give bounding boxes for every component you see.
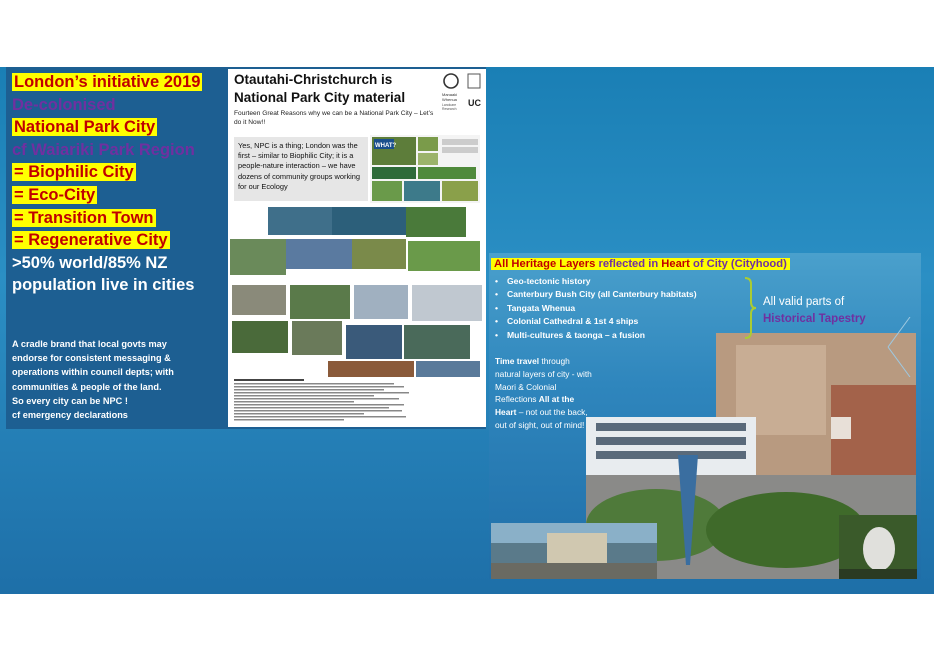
line-london: London’s initiative 2019 <box>14 73 201 91</box>
line-transition: = Transition Town <box>14 208 154 227</box>
brace-icon <box>743 276 757 340</box>
line-regenerative: = Regenerative City <box>14 231 168 250</box>
cradle-line: cf emergency declarations <box>12 410 128 421</box>
line-population-1: >50% world/85% NZ <box>12 253 168 272</box>
document-subtitle: Fourteen Great Reasons why we can be a National Park City – Let’s do it Now!! <box>234 110 434 126</box>
heritage-heading <box>491 258 790 270</box>
svg-text:Landcare: Landcare <box>442 103 457 107</box>
line-biophilic: = Biophilic City <box>14 163 134 182</box>
valid-parts-text <box>763 295 866 327</box>
line-ecocity: = Eco-City <box>14 185 96 204</box>
svg-text:Manaaki: Manaaki <box>442 92 458 97</box>
stone-sculpture-photo <box>839 515 917 579</box>
habitat-photo-collage <box>228 205 486 377</box>
document-title: Otautahi-Christchurch is National Park City material <box>234 72 406 105</box>
time-travel-text: Time travel through natural layers of city - with Maori & Colonial Reflections All at the Heart – not out the back, out of sight, out of mind! <box>495 356 592 430</box>
cradle-line: A cradle brand that local govts may <box>12 339 167 349</box>
heading-part-b: reflected in <box>595 258 662 270</box>
svg-text:Whenua: Whenua <box>442 97 457 102</box>
slide <box>0 67 934 594</box>
harbour-photo <box>491 523 657 579</box>
what-label: WHAT? <box>375 143 397 149</box>
cradle-line: communities & people of the land. <box>12 381 162 392</box>
left-panel <box>6 67 486 429</box>
list-item: • Colonial Cathedral & 1st 4 ships <box>495 316 639 327</box>
valid-line-2: Historical Tapestry <box>763 313 866 325</box>
line-population-2: population live in cities <box>12 276 195 295</box>
slide-decoration-icon <box>884 317 914 377</box>
yes-npc-box: Yes, NPC is a thing; London was the first – similar to Biophilic City; it is a people-nature interaction – we have dozens of community groups working for our Ecology <box>234 137 368 201</box>
initiative-list <box>12 71 224 297</box>
list-item: • Multi-cultures & taonga – a fusion <box>495 329 645 340</box>
cradle-line: endorse for consistent messaging & <box>12 353 171 364</box>
footnote-lines <box>234 379 480 425</box>
heading-part-d: of City (Cityhood) <box>689 258 787 270</box>
line-decolonised: De-colonised <box>12 95 116 114</box>
what-collage-image <box>370 135 480 203</box>
cradle-line: So every city can be NPC ! <box>12 395 128 406</box>
document-footnotes <box>234 379 480 426</box>
heading-part-a: All Heritage Layers <box>494 258 596 270</box>
line-npc: National Park City <box>14 118 156 137</box>
npc-document <box>228 69 486 427</box>
svg-text:UC: UC <box>468 98 481 108</box>
right-panel <box>489 253 921 579</box>
heritage-list <box>495 275 740 342</box>
cradle-brand-text <box>12 337 222 422</box>
cradle-line: operations within council depts; with <box>12 367 174 378</box>
list-item: • Tangata Whenua <box>495 302 576 313</box>
line-waiariki: cf Waiariki Park Region <box>12 140 195 159</box>
list-item: • Canterbury Bush City (all Canterbury habitats) <box>495 289 697 300</box>
svg-text:Research: Research <box>442 107 457 111</box>
heading-part-c: Heart <box>661 258 690 270</box>
landcare-logo-icon <box>441 72 483 120</box>
list-item: • Geo-tectonic history <box>495 276 591 286</box>
valid-line-1: All valid parts of <box>763 296 845 308</box>
